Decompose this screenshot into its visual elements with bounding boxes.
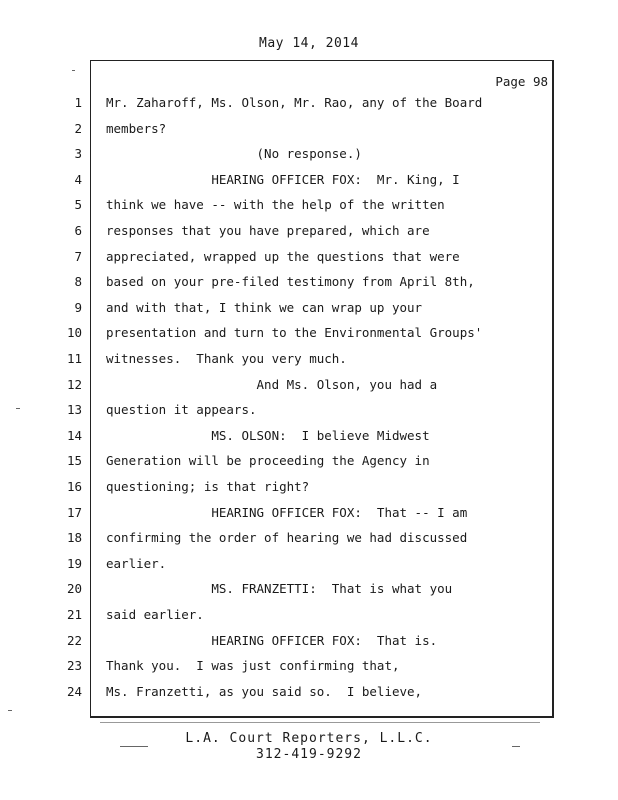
scan-mark bbox=[120, 746, 148, 747]
line-number: 8 bbox=[74, 274, 82, 290]
transcript-line bbox=[0, 581, 618, 607]
line-text: Generation will be proceeding the Agency in bbox=[106, 453, 430, 469]
transcript-line bbox=[0, 223, 618, 249]
scan-mark bbox=[512, 746, 520, 747]
transcript-line bbox=[0, 95, 618, 121]
line-number: 22 bbox=[66, 632, 82, 648]
header-date: May 14, 2014 bbox=[259, 36, 359, 51]
line-number: 6 bbox=[74, 223, 82, 238]
footer-company: L.A. Court Reporters, L.L.C. bbox=[185, 731, 433, 746]
transcript-line bbox=[0, 325, 618, 351]
page-number: Page 98 bbox=[495, 74, 548, 89]
line-number: 11 bbox=[66, 351, 82, 366]
transcript-line bbox=[0, 121, 618, 147]
transcript-line bbox=[0, 274, 618, 300]
line-text: think we have -- with the help of the written bbox=[106, 197, 445, 213]
line-number: 21 bbox=[66, 607, 82, 622]
line-text: Thank you. I was just confirming that, bbox=[106, 658, 400, 674]
transcript-line bbox=[0, 402, 618, 428]
scan-mark bbox=[8, 710, 12, 711]
line-text: and with that, I think we can wrap up your bbox=[106, 299, 423, 315]
transcript-line bbox=[0, 351, 618, 377]
line-number: 14 bbox=[66, 427, 82, 443]
line-text: MS. OLSON: I believe Midwest bbox=[106, 427, 430, 443]
line-text: said earlier. bbox=[106, 607, 204, 622]
line-number: 12 bbox=[66, 376, 82, 392]
scan-mark bbox=[100, 722, 540, 723]
line-text: responses that you have prepared, which are bbox=[106, 223, 430, 238]
transcript-line bbox=[0, 453, 618, 479]
scan-mark bbox=[72, 70, 75, 71]
transcript-line bbox=[0, 658, 618, 684]
line-number: 9 bbox=[74, 299, 82, 315]
transcript-line bbox=[0, 556, 618, 582]
line-number: 24 bbox=[66, 683, 82, 699]
line-number: 3 bbox=[74, 146, 82, 162]
transcript-line bbox=[0, 300, 618, 326]
line-text: earlier. bbox=[106, 555, 167, 571]
line-text: Mr. Zaharoff, Ms. Olson, Mr. Rao, any of the Board bbox=[106, 95, 483, 110]
line-text: presentation and turn to the Environmental Groups' bbox=[106, 325, 483, 341]
line-number: 16 bbox=[66, 479, 82, 494]
line-number: 18 bbox=[66, 530, 82, 546]
line-text: HEARING OFFICER FOX: That is. bbox=[106, 632, 438, 648]
transcript-line bbox=[0, 197, 618, 223]
line-text: HEARING OFFICER FOX: Mr. King, I bbox=[106, 171, 460, 187]
line-text: And Ms. Olson, you had a bbox=[106, 376, 438, 392]
line-text: witnesses. Thank you very much. bbox=[106, 351, 347, 366]
transcript-line bbox=[0, 530, 618, 556]
transcript-line bbox=[0, 607, 618, 633]
footer-phone: 312-419-9292 bbox=[256, 747, 362, 762]
line-number: 17 bbox=[66, 504, 82, 520]
line-text: based on your pre-filed testimony from April 8th, bbox=[106, 274, 475, 290]
line-number: 7 bbox=[74, 248, 82, 264]
line-number: 20 bbox=[66, 581, 82, 597]
transcript-line bbox=[0, 505, 618, 531]
line-text: appreciated, wrapped up the questions that were bbox=[106, 248, 460, 264]
line-number: 19 bbox=[66, 555, 82, 571]
line-number: 1 bbox=[74, 95, 82, 110]
transcript-line bbox=[0, 249, 618, 275]
line-text: MS. FRANZETTI: That is what you bbox=[106, 581, 453, 597]
line-number: 2 bbox=[74, 120, 82, 136]
line-number: 10 bbox=[66, 325, 82, 341]
transcript-line bbox=[0, 633, 618, 659]
line-text: HEARING OFFICER FOX: That -- I am bbox=[106, 504, 468, 520]
transcript-line bbox=[0, 479, 618, 505]
line-text: Ms. Franzetti, as you said so. I believe, bbox=[106, 683, 423, 699]
line-number: 23 bbox=[66, 658, 82, 674]
transcript-line bbox=[0, 172, 618, 198]
line-number: 5 bbox=[74, 197, 82, 213]
line-text: questioning; is that right? bbox=[106, 479, 310, 494]
scan-mark bbox=[16, 408, 20, 409]
line-number: 4 bbox=[74, 171, 82, 187]
transcript-line bbox=[0, 428, 618, 454]
line-text: (No response.) bbox=[106, 146, 362, 162]
line-text: question it appears. bbox=[106, 402, 257, 418]
transcript-line bbox=[0, 684, 618, 710]
transcript-line bbox=[0, 146, 618, 172]
line-number: 15 bbox=[66, 453, 82, 469]
line-text: members? bbox=[106, 120, 167, 136]
line-number: 13 bbox=[66, 402, 82, 418]
line-text: confirming the order of hearing we had discussed bbox=[106, 530, 468, 546]
transcript-line bbox=[0, 377, 618, 403]
